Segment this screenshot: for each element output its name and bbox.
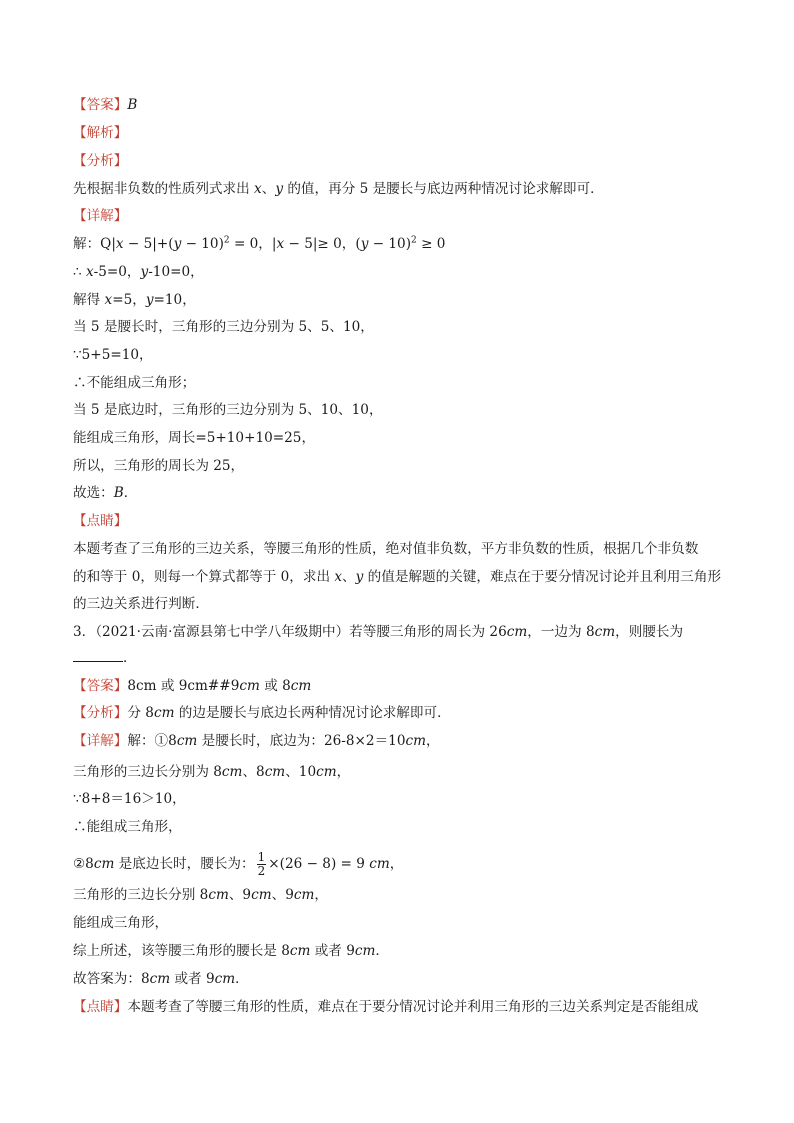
- q3-fenxi-line: 【分析】分 8cm 的边是腰长与底边长两种情况讨论求解即可．: [73, 705, 451, 721]
- q3-detail-line-1: 【详解】解：①8cm 是腰长时，底边为：26-8×2＝10cm，: [73, 733, 440, 749]
- q3-detail-line-6: 三角形的三边长分别 8cm、9cm、9cm，: [73, 887, 328, 903]
- q3-detail-line-4: ∴能组成三角形，: [73, 819, 182, 835]
- fenxi-heading: 【分析】: [73, 153, 128, 169]
- dianjing-heading: 【点睛】: [73, 513, 128, 529]
- answer-blank: [73, 648, 123, 662]
- xiangjie-heading: 【详解】: [73, 208, 128, 224]
- q3-detail-line-3: ∵8+8＝16＞10，: [73, 791, 186, 807]
- q3-detail-line-7: 能组成三角形，: [73, 915, 169, 931]
- q3-detail-line-9: 故答案为：8cm 或者 9cm．: [73, 971, 249, 987]
- detail-line-5: ∵5+5=10，: [73, 347, 153, 363]
- detail-line-7: 当 5 是底边时，三角形的三边分别为 5、10、10，: [73, 402, 383, 418]
- detail-line-3: 解得 x=5，y=10，: [73, 292, 196, 308]
- fraction-one-half: $\frac{1}{2}$: [257, 850, 266, 878]
- detail-line-9: 所以，三角形的周长为 25，: [73, 458, 245, 474]
- q3-dianjing-line: 【点睛】本题考查了等腰三角形的性质，难点在于要分情况讨论并利用三角形的三边关系判定是否能组成: [73, 999, 699, 1015]
- q3-detail-line-5: ②8cm 是底边长时，腰长为： $\frac{1}{2}$ ×(26 − 8) = 9 cm，: [73, 850, 404, 878]
- answer-value: B: [127, 97, 138, 113]
- detail-line-1: 解：$Q|x - 5|+(y - 10)^2 = 0$，|x − 5|≥ 0，$(y - 10)^2 \ge 0$: [73, 235, 446, 252]
- jiexi-heading: 【解析】: [73, 125, 128, 141]
- detail-line-2: ∴ x-5=0，y-10=0，: [73, 264, 204, 280]
- dianjing-line-1: 本题考查了三角形的三边关系，等腰三角形的性质，绝对值非负数，平方非负数的性质，根据几个非负数: [73, 541, 699, 557]
- detail-line-6: ∴不能组成三角形；: [73, 375, 196, 391]
- dianjing-line-2: 的和等于 0，则每一个算式都等于 0，求出 x、y 的值是解题的关键，难点在于要分情况讨论并且利用三角形: [73, 569, 722, 585]
- q3-answer-line: 【答案】8cm 或 9cm##9cm 或 8cm: [73, 678, 312, 694]
- detail-line-10: 故选：B．: [73, 485, 138, 501]
- question-3-stem: 3．（2021·云南·富源县第七中学八年级期中）若等腰三角形的周长为 26cm，一边为 8cm，则腰长为: [73, 624, 684, 640]
- detail-line-4: 当 5 是腰长时，三角形的三边分别为 5、5、10，: [73, 319, 374, 335]
- question-3-blank-line: ．: [73, 648, 137, 667]
- answer-line: [73, 96, 137, 114]
- dianjing-line-3: 的三边关系进行判断．: [73, 596, 209, 612]
- detail-line-8: 能组成三角形，周长=5+10+10=25，: [73, 430, 316, 446]
- q3-detail-line-8: 综上所述，该等腰三角形的腰长是 8cm 或者 9cm．: [73, 943, 389, 959]
- q3-detail-line-2: 三角形的三边长分别为 8cm、8cm、10cm，: [73, 764, 351, 780]
- fenxi-text: 先根据非负数的性质列式求出 x、y 的值，再分 5 是腰长与底边两种情况讨论求解即可．: [73, 181, 604, 197]
- answer-tag: 【答案】: [73, 97, 128, 113]
